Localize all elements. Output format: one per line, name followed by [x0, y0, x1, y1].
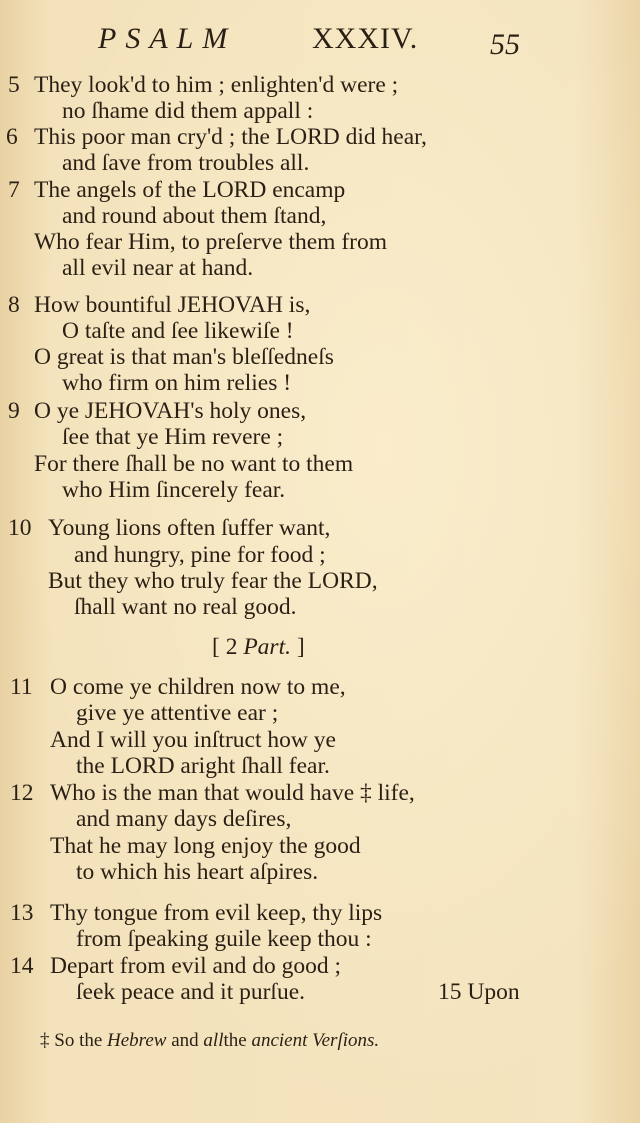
- footnote-text-1: So the: [54, 1030, 103, 1051]
- verse-number: 12: [10, 780, 34, 806]
- part-heading-label: Part.: [243, 634, 291, 660]
- running-header: [0, 22, 640, 62]
- verse-line: For there ſhall be no want to them: [34, 451, 354, 477]
- footnote: [40, 1030, 379, 1052]
- verse-number: 8: [8, 292, 20, 318]
- verse-line: from ſpeaking guile keep thou :: [76, 926, 372, 952]
- verse-line: How bountiful JEHOVAH is,: [34, 292, 311, 318]
- verse-line: who firm on him relies !: [62, 370, 292, 396]
- verse-number: 7: [8, 177, 20, 203]
- verse-line: O taſte and ſee likewiſe !: [62, 318, 294, 344]
- verse-line: That he may long enjoy the good: [50, 833, 361, 859]
- verse-line: the LORD aright ſhall fear.: [76, 753, 330, 779]
- verse-line: to which his heart aſpires.: [76, 859, 319, 885]
- verse-line: and many days deſires,: [76, 806, 292, 832]
- verse-line: O great is that man's bleſſedneſs: [34, 344, 334, 370]
- verse-line: And I will you inſtruct how ye: [50, 727, 336, 753]
- verse-line: They look'd to him ; enlighten'd were ;: [34, 72, 399, 98]
- catchword: 15 Upon: [438, 979, 520, 1005]
- verse-line: and ſave from troubles all.: [62, 150, 310, 176]
- part-heading: [212, 634, 305, 661]
- verse-line: who Him ſincerely fear.: [62, 477, 286, 503]
- verse-line: and round about them ſtand,: [62, 203, 327, 229]
- running-title: PSALM: [98, 22, 237, 55]
- verse-number: 14: [10, 953, 34, 979]
- footnote-text-6: ancient Verſions.: [251, 1030, 380, 1051]
- verse-line: But they who truly fear the LORD,: [48, 568, 378, 594]
- part-heading-close: ]: [296, 634, 305, 660]
- verse-line: give ye attentive ear ;: [76, 700, 279, 726]
- psalm-number: XXXIV.: [312, 22, 419, 55]
- verse-line: and hungry, pine for food ;: [74, 542, 326, 568]
- verse-number: 6: [6, 124, 18, 150]
- footnote-text-3: and: [171, 1030, 199, 1051]
- footnote-mark: ‡: [40, 1030, 50, 1051]
- verse-line: Who fear Him, to preſerve them from: [34, 229, 388, 255]
- verse-number: 10: [8, 515, 32, 541]
- page-number: 55: [490, 28, 520, 61]
- footnote-text-2: Hebrew: [107, 1030, 167, 1051]
- verse-line: This poor man cry'd ; the LORD did hear,: [34, 124, 427, 150]
- verse-line: no ſhame did them appall :: [62, 98, 314, 124]
- footnote-text-4: all: [203, 1030, 224, 1051]
- verse-line: The angels of the LORD encamp: [34, 177, 346, 203]
- verse-line: Who is the man that would have ‡ life,: [50, 780, 415, 806]
- verse-number: 11: [10, 674, 33, 700]
- part-heading-open: [ 2: [212, 634, 238, 660]
- verse-line: ſee that ye Him revere ;: [62, 424, 284, 450]
- verse-line: Thy tongue from evil keep, thy lips: [50, 900, 383, 926]
- verse-line: all evil near at hand.: [62, 255, 254, 281]
- footnote-text-5: the: [223, 1030, 247, 1051]
- verse-number: 13: [10, 900, 34, 926]
- verse-line: O ye JEHOVAH's holy ones,: [34, 398, 307, 424]
- verse-line: O come ye children now to me,: [50, 674, 346, 700]
- verse-line: ſhall want no real good.: [74, 594, 297, 620]
- verse-number: 9: [8, 398, 20, 424]
- verse-number: 5: [8, 72, 20, 98]
- verse-line: Depart from evil and do good ;: [50, 953, 342, 979]
- verse-line: ſeek peace and it purſue.: [76, 979, 306, 1005]
- verse-line: Young lions often ſuffer want,: [48, 515, 331, 541]
